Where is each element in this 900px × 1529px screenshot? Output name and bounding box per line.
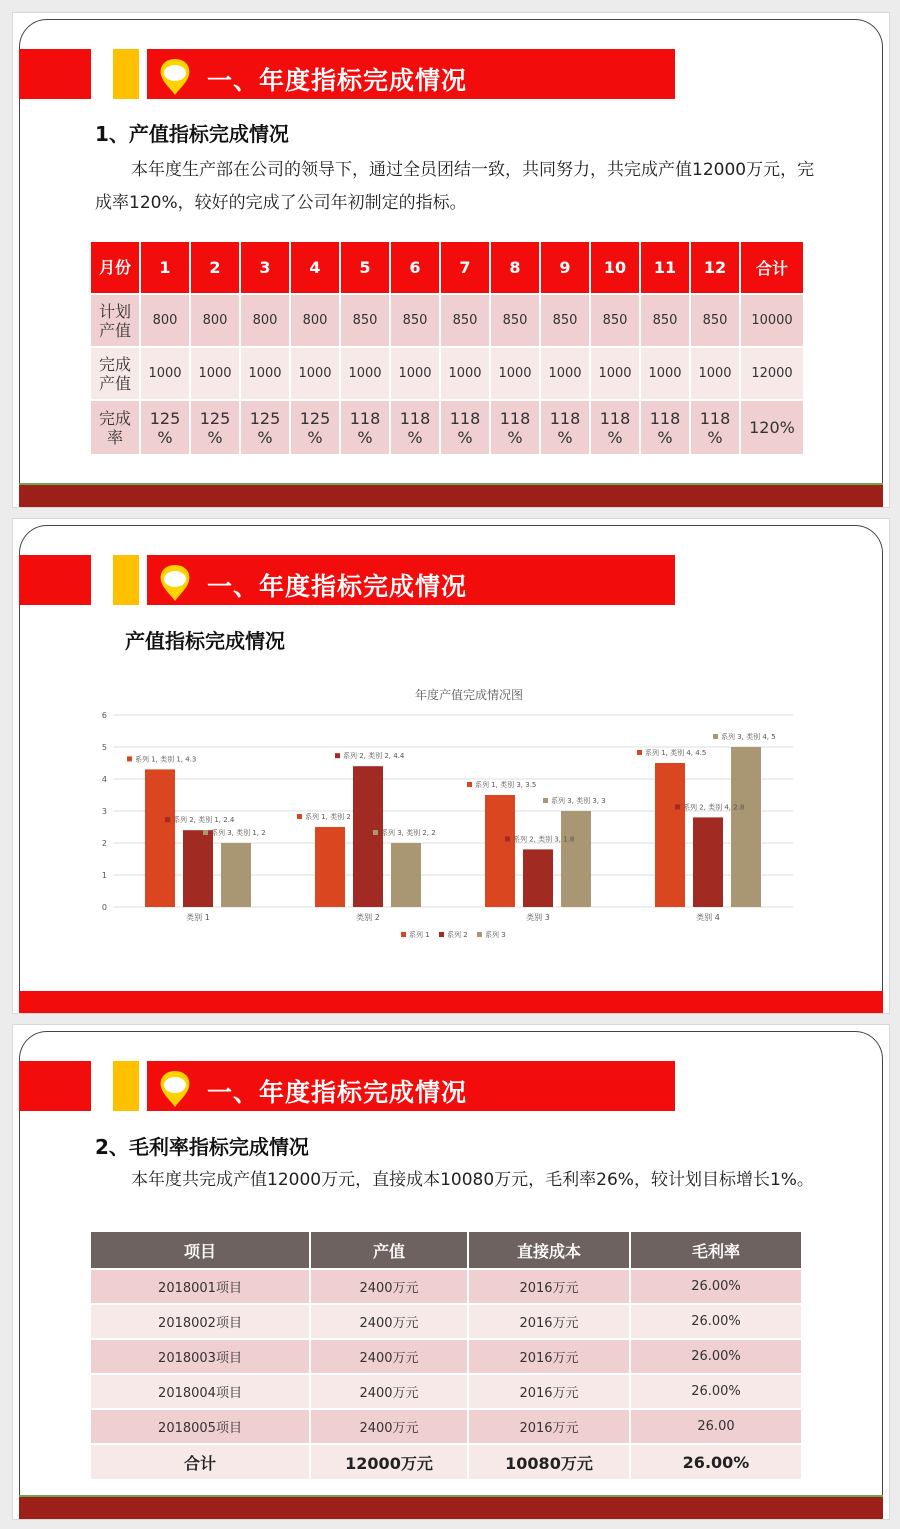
bar [183,830,213,907]
table-row [91,401,803,454]
cell-value: 1000 [198,366,232,381]
header-cell: 月份 [91,242,139,293]
header-cell: 6 [391,242,439,293]
bar [353,766,383,907]
table-cell: 2018003项目 [91,1340,309,1373]
header-yellow-block [113,1061,139,1111]
x-tick-label: 类别 2 [356,913,380,922]
summary-paragraph [95,154,815,220]
table-cell: 2018004项目 [91,1375,309,1408]
header-cell: 8 [491,242,539,293]
bar [485,795,515,907]
header-cell: 毛利率 [631,1232,801,1268]
footer-bar [19,483,883,507]
table-cell [591,295,639,346]
section-title: 一、年度指标完成情况 [207,66,468,95]
total-cell: 10080万元 [469,1445,629,1479]
cell-unit: % [657,427,673,447]
x-tick-label: 类别 3 [526,913,550,922]
legend-label: 系列 3 [485,931,506,939]
location-pin-icon [157,563,193,603]
subtitle: 1、产值指标完成情况 [95,122,289,146]
data-label-marker [543,798,548,803]
header-cell: 4 [291,242,339,293]
table-cell [341,401,389,454]
data-label: 系列 1, 类别 4, 4.5 [645,749,707,757]
cell-value: 1000 [598,366,632,381]
cell-value: 125 [199,408,231,428]
y-tick-label: 6 [101,711,107,720]
data-label: 系列 3, 类别 3, 3 [551,797,606,805]
total-row [91,1445,801,1479]
data-label-marker [713,734,718,739]
row-label [91,348,139,399]
cell-value: 850 [352,313,378,328]
table-cell: 2016万元 [469,1340,629,1373]
y-tick-label: 0 [101,903,107,912]
bar [523,849,553,907]
table-cell [191,401,239,454]
table-row [91,1270,801,1303]
header-cell: 2 [191,242,239,293]
cell-value: 1000 [698,366,732,381]
total-cell: 12000万元 [311,1445,467,1479]
table-cell [191,348,239,399]
table-cell [291,401,339,454]
table-cell: 26.00% [631,1340,801,1373]
row-label-line: 完成 [98,408,131,428]
cell-value: 118 [349,408,381,428]
x-tick-label: 类别 4 [696,913,720,922]
row-label [91,401,139,454]
table-cell: 2400万元 [311,1410,467,1443]
bar [315,827,345,907]
table-cell [341,348,389,399]
total-cell: 120% [741,401,803,454]
table-cell: 2400万元 [311,1270,467,1303]
data-label-marker [127,756,132,761]
slide-3 [12,1024,890,1520]
table-row [91,1305,801,1338]
section-title: 一、年度指标完成情况 [207,1078,468,1107]
header-left-block [19,1061,91,1111]
cell-value: 850 [502,313,528,328]
data-label: 系列 1, 类别 3, 3.5 [475,781,537,789]
header-cell: 1 [141,242,189,293]
table-cell [141,401,189,454]
cell-value: 850 [552,313,578,328]
data-label: 系列 3, 类别 1, 2 [211,829,266,837]
table-cell [291,348,339,399]
table-cell [591,401,639,454]
summary-text: 本年度共完成产值12000万元，直接成本10080万元，毛利率26%，较计划目标增长1%。 [131,1170,814,1190]
bar [693,817,723,907]
table-cell [541,295,589,346]
table-cell: 2400万元 [311,1305,467,1338]
table-cell [241,348,289,399]
bar [221,843,251,907]
header-cell: 7 [441,242,489,293]
table-cell [541,401,589,454]
table-cell [641,348,689,399]
table-cell [641,401,689,454]
header-cell: 产值 [311,1232,467,1268]
output-table [89,240,805,456]
cell-value: 118 [599,408,631,428]
header-cell: 3 [241,242,289,293]
data-label: 系列 2, 类别 3, 1.8 [513,835,575,844]
cell-value: 800 [202,313,228,328]
cell-value: 125 [149,408,181,428]
table-cell: 26.00% [631,1270,801,1303]
cell-unit: % [407,427,423,447]
cell-value: 800 [302,313,328,328]
table-cell: 2018005项目 [91,1410,309,1443]
data-label-marker [675,804,680,809]
cell-value: 1000 [398,366,432,381]
bar [391,843,421,907]
data-label-marker [335,753,340,758]
data-label-marker [165,817,170,822]
table-cell: 26.00% [631,1305,801,1338]
table-cell: 2016万元 [469,1305,629,1338]
cell-unit: % [307,427,323,447]
header-cell: 直接成本 [469,1232,629,1268]
row-label-line: 率 [106,427,123,447]
header-cell: 9 [541,242,589,293]
cell-value: 800 [252,313,278,328]
cell-unit: % [357,427,373,447]
y-tick-label: 2 [101,839,107,848]
table-cell [691,401,739,454]
table-cell: 2400万元 [311,1340,467,1373]
header-yellow-block [113,555,139,605]
legend-swatch [477,932,482,937]
y-tick-label: 5 [101,743,107,752]
table-row [91,1375,801,1408]
data-label: 系列 1, 类别 2 [305,813,351,821]
data-label-marker [297,814,302,819]
data-label: 系列 2, 类别 4, 2.8 [683,803,745,812]
subtitle: 2、毛利率指标完成情况 [95,1135,309,1159]
table-cell: 26.00 [631,1410,801,1443]
table-cell [391,295,439,346]
cell-value: 118 [699,408,731,428]
data-label: 系列 2, 类别 1, 2.4 [173,816,235,825]
cell-value: 1000 [298,366,332,381]
table-cell: 2400万元 [311,1375,467,1408]
legend-label: 系列 1 [409,931,430,939]
data-label-marker [637,750,642,755]
data-label: 系列 3, 类别 4, 5 [721,733,776,741]
row-label-line: 完成 [98,354,131,374]
summary-paragraph [95,1164,815,1197]
table-row [91,1410,801,1443]
cell-value: 1000 [648,366,682,381]
cell-value: 125 [249,408,281,428]
cell-value: 1000 [348,366,382,381]
cell-value: 1000 [498,366,532,381]
cell-value: 1000 [148,366,182,381]
table-cell [441,348,489,399]
header-cell: 12 [691,242,739,293]
cell-value: 850 [602,313,628,328]
table-cell [241,401,289,454]
table-cell [391,401,439,454]
bar [561,811,591,907]
cell-unit: % [157,427,173,447]
data-label-marker [373,830,378,835]
summary-text: 本年度生产部在公司的领导下，通过全员团结一致，共同努力，共完成产值12000万元，完成率120%，较好的完成了公司年初制定的指标。 [95,160,815,213]
cell-value: 1000 [548,366,582,381]
table-cell [441,401,489,454]
cell-value: 118 [449,408,481,428]
cell-value: 1000 [448,366,482,381]
cell-value: 850 [402,313,428,328]
cell-unit: % [507,427,523,447]
cell-value: 850 [652,313,678,328]
bar [655,763,685,907]
table-cell [491,295,539,346]
legend-label: 系列 2 [447,931,468,939]
data-label-marker [467,782,472,787]
header-cell: 项目 [91,1232,309,1268]
table-header-row [91,1232,801,1268]
y-tick-label: 4 [101,775,107,784]
row-label-line: 计划 [98,301,131,321]
table-cell [541,348,589,399]
table-cell [191,295,239,346]
table-cell [291,295,339,346]
cell-value: 1000 [248,366,282,381]
table-row [91,348,803,399]
data-label: 系列 3, 类别 2, 2 [381,829,436,837]
total-cell: 合计 [91,1445,309,1479]
cell-value: 800 [152,313,178,328]
table-cell [491,348,539,399]
total-cell: 12000 [741,348,803,399]
section-title: 一、年度指标完成情况 [207,572,468,601]
cell-value: 850 [452,313,478,328]
margin-table [89,1230,803,1481]
table-cell: 2016万元 [469,1410,629,1443]
footer-bar [19,1495,883,1519]
cell-unit: % [707,427,723,447]
slide-1 [12,12,890,508]
bar-chart [13,679,889,969]
header-cell: 11 [641,242,689,293]
table-cell: 26.00% [631,1375,801,1408]
cell-value: 118 [649,408,681,428]
cell-value: 118 [399,408,431,428]
location-pin-icon [157,1069,193,1109]
row-label [91,295,139,346]
table-cell [241,295,289,346]
location-pin-icon [157,57,193,97]
cell-unit: % [257,427,273,447]
legend-swatch [401,932,406,937]
table-cell [441,295,489,346]
chart-title: 年度产值完成情况图 [414,688,524,702]
table-cell [341,295,389,346]
table-row [91,295,803,346]
data-label: 系列 2, 类别 2, 4.4 [343,752,405,761]
header-left-block [19,49,91,99]
cell-unit: % [457,427,473,447]
header-left-block [19,555,91,605]
table-row [91,1340,801,1373]
table-cell [641,295,689,346]
cell-value: 118 [499,408,531,428]
table-cell: 2018001项目 [91,1270,309,1303]
table-cell [141,295,189,346]
legend-swatch [439,932,444,937]
cell-unit: % [557,427,573,447]
cell-unit: % [207,427,223,447]
total-cell: 26.00% [631,1445,801,1479]
row-label-line: 产值 [98,320,131,340]
footer-bar [19,991,883,1013]
cell-value: 125 [299,408,331,428]
x-tick-label: 类别 1 [186,913,210,922]
table-cell: 2016万元 [469,1375,629,1408]
table-cell: 2016万元 [469,1270,629,1303]
table-cell [391,348,439,399]
y-tick-label: 1 [101,871,107,880]
header-cell: 5 [341,242,389,293]
header-yellow-block [113,49,139,99]
bar [731,747,761,907]
table-cell [141,348,189,399]
data-label-marker [505,836,510,841]
table-cell [691,295,739,346]
table-cell [691,348,739,399]
data-label-marker [203,830,208,835]
table-cell [591,348,639,399]
y-tick-label: 3 [101,807,107,816]
table-header-row [91,242,803,293]
cell-unit: % [607,427,623,447]
bar [145,769,175,907]
row-label-line: 产值 [98,373,131,393]
cell-value: 850 [702,313,728,328]
table-cell: 2018002项目 [91,1305,309,1338]
subtitle: 产值指标完成情况 [125,629,285,653]
data-label: 系列 1, 类别 1, 4.3 [135,755,197,764]
table-cell [491,401,539,454]
slide-2 [12,518,890,1014]
header-cell: 10 [591,242,639,293]
header-cell: 合计 [741,242,803,293]
total-cell: 10000 [741,295,803,346]
cell-value: 118 [549,408,581,428]
